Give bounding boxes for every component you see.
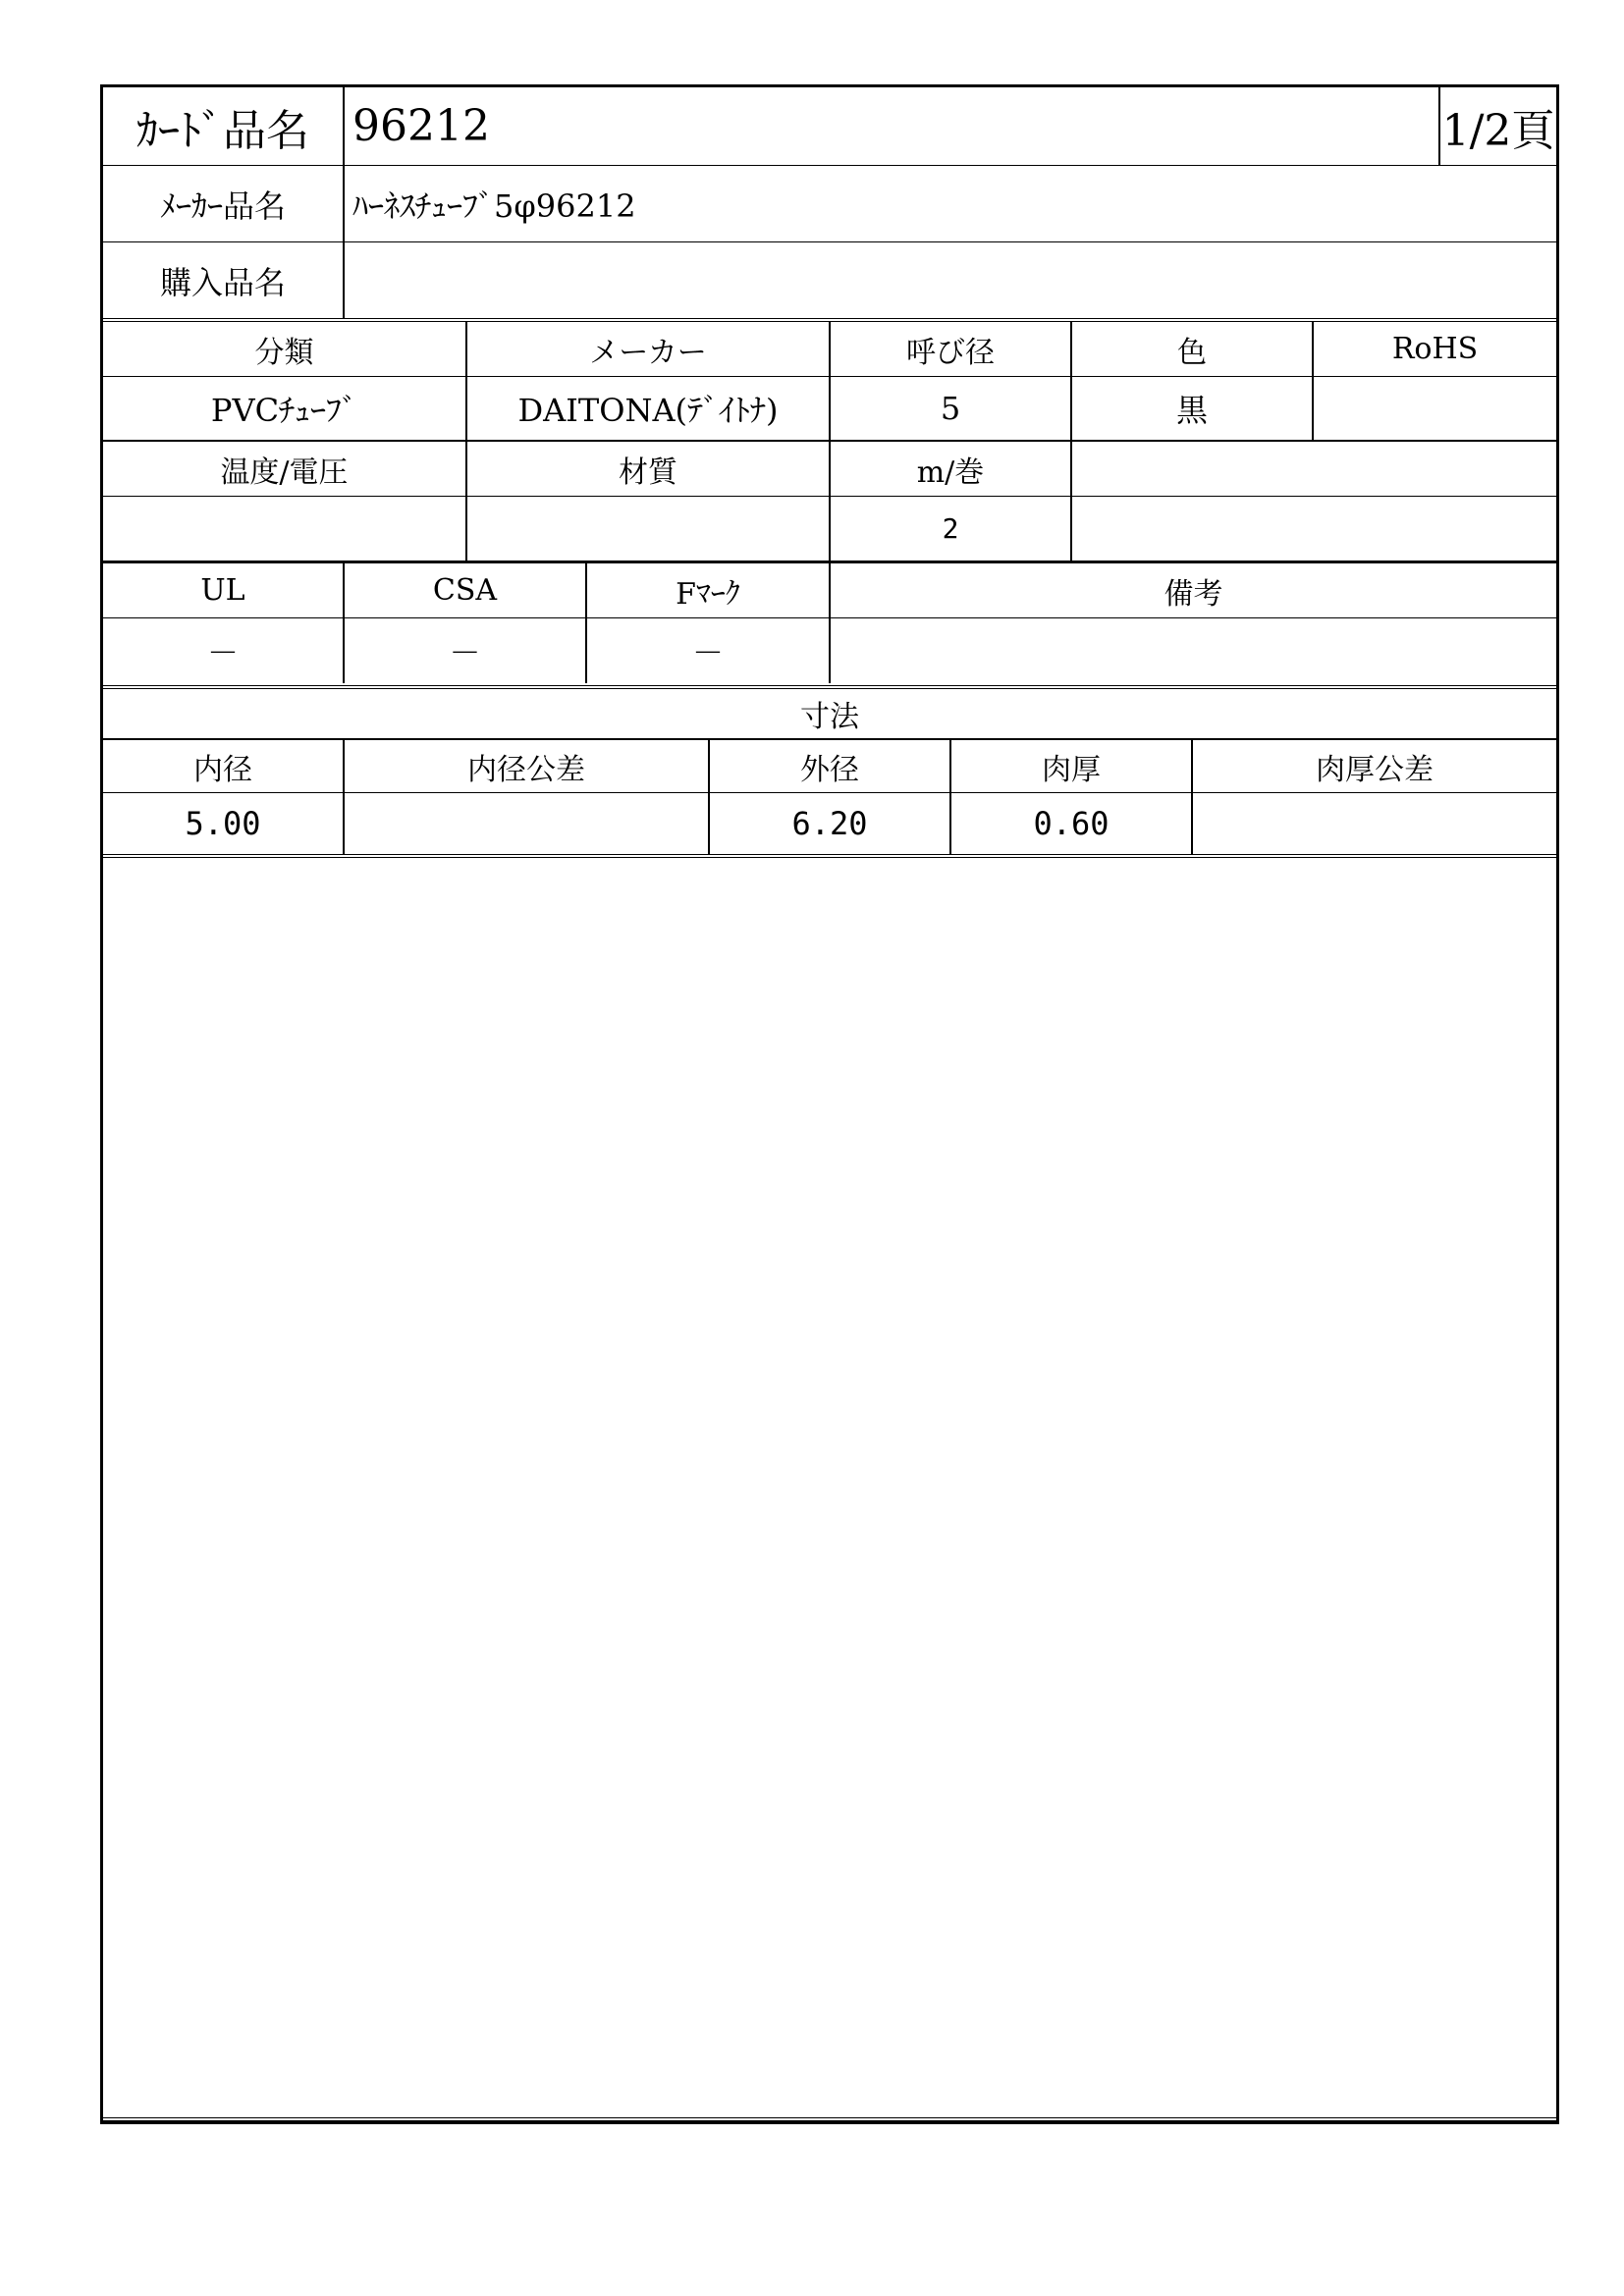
- outer-diameter-value: 6.20: [710, 793, 951, 854]
- maker-name-value: ﾊｰﾈｽﾁｭｰﾌﾞ5φ96212: [345, 166, 1556, 242]
- spec1-label-row: [103, 322, 1556, 377]
- ul-value: －: [103, 618, 345, 683]
- inner-diameter-tolerance-value: [345, 793, 710, 854]
- color-value: 黒: [1072, 377, 1314, 442]
- purchase-name-value: [345, 242, 1556, 318]
- wall-thickness-tolerance-value: [1193, 793, 1556, 854]
- inner-diameter-tolerance-label: 内径公差: [345, 740, 710, 793]
- dimensions-label-row: [103, 740, 1556, 793]
- inner-diameter-value: 5.00: [103, 793, 345, 854]
- maker-label: メーカー: [467, 322, 831, 377]
- meters-per-roll-value: 2: [831, 497, 1072, 561]
- spec2-extra-label: [1072, 442, 1556, 497]
- maker-name-row: [103, 166, 1556, 242]
- meters-per-roll-label: m/巻: [831, 442, 1072, 497]
- rohs-label: RoHS: [1314, 322, 1556, 377]
- remarks-label: 備考: [831, 563, 1556, 618]
- rohs-value: [1314, 377, 1556, 442]
- nominal-diameter-value: 5: [831, 377, 1072, 442]
- spec2-extra-value: [1072, 497, 1556, 561]
- page-indicator: 1/2頁: [1440, 87, 1556, 166]
- temp-voltage-value: [103, 497, 467, 561]
- cert-label-row: [103, 563, 1556, 618]
- category-value: PVCﾁｭｰﾌﾞ: [103, 377, 467, 442]
- purchase-name-row: [103, 242, 1556, 318]
- drawing-area: [103, 858, 1556, 2121]
- csa-label: CSA: [345, 563, 587, 618]
- maker-name-label: ﾒｰｶｰ品名: [103, 166, 345, 242]
- csa-value: －: [345, 618, 587, 683]
- spec-section: [103, 322, 1556, 563]
- f-mark-value: －: [587, 618, 831, 683]
- header-section: [103, 87, 1556, 322]
- wall-thickness-label: 肉厚: [951, 740, 1193, 793]
- color-label: 色: [1072, 322, 1314, 377]
- nominal-diameter-label: 呼び径: [831, 322, 1072, 377]
- f-mark-label: Fﾏｰｸ: [587, 563, 831, 618]
- dimensions-title-row: [103, 689, 1556, 740]
- dimensions-section: [103, 689, 1556, 858]
- cert-value-row: [103, 618, 1556, 683]
- dimensions-title: 寸法: [103, 689, 1556, 740]
- card-name-value: 96212: [345, 87, 1440, 166]
- maker-value: DAITONA(ﾃﾞｲﾄﾅ): [467, 377, 831, 442]
- wall-thickness-tolerance-label: 肉厚公差: [1193, 740, 1556, 793]
- spec1-value-row: [103, 377, 1556, 442]
- spec2-label-row: [103, 442, 1556, 497]
- remarks-value: [831, 618, 1556, 683]
- inner-diameter-label: 内径: [103, 740, 345, 793]
- ul-label: UL: [103, 563, 345, 618]
- dimensions-value-row: [103, 793, 1556, 854]
- category-label: 分類: [103, 322, 467, 377]
- wall-thickness-value: 0.60: [951, 793, 1193, 854]
- card-name-label: ｶｰﾄﾞ品名: [103, 87, 345, 166]
- certification-section: [103, 563, 1556, 689]
- spec-card: [100, 84, 1559, 2124]
- outer-diameter-label: 外径: [710, 740, 951, 793]
- card-name-row: [103, 87, 1556, 166]
- material-label: 材質: [467, 442, 831, 497]
- material-value: [467, 497, 831, 561]
- purchase-name-label: 購入品名: [103, 242, 345, 318]
- spec2-value-row: [103, 497, 1556, 561]
- temp-voltage-label: 温度/電圧: [103, 442, 467, 497]
